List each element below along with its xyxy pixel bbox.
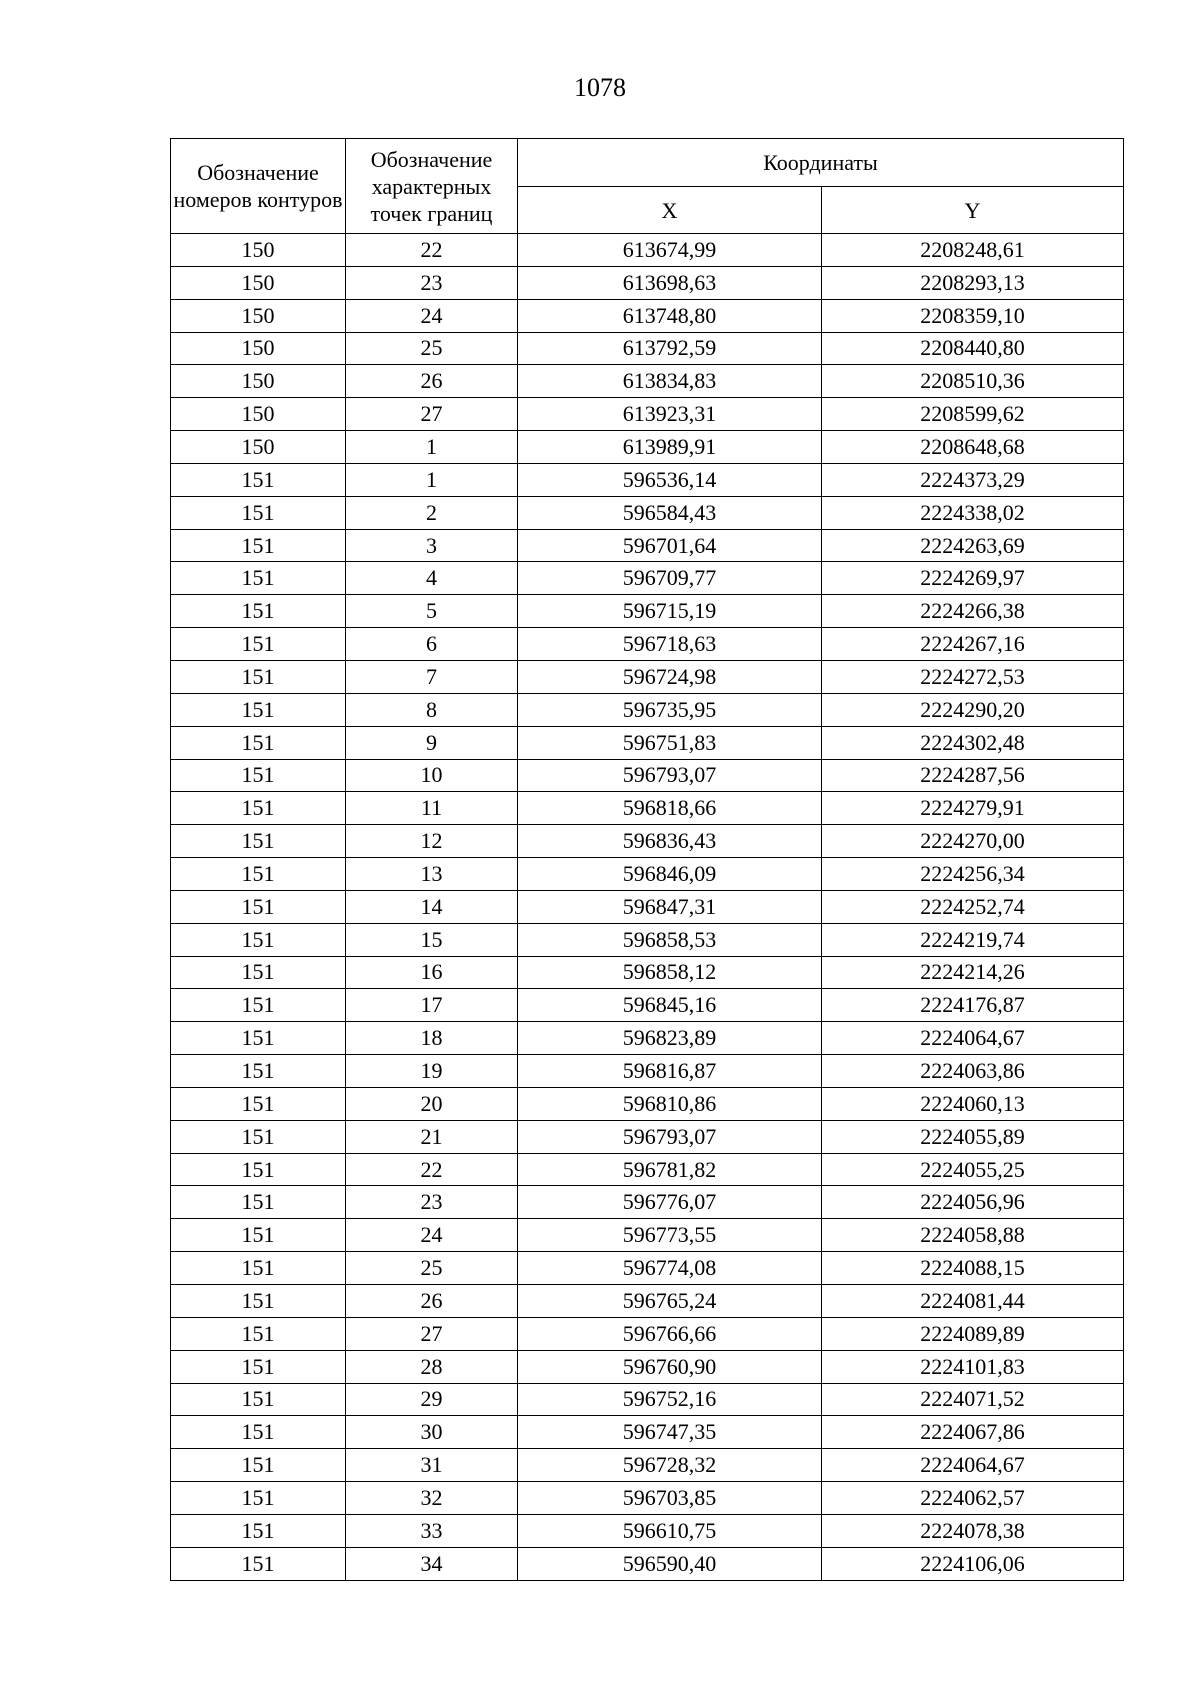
header-x: X [518, 187, 822, 234]
x-coordinate-cell: 596823,89 [518, 1022, 822, 1055]
contour-number-cell: 151 [171, 1449, 346, 1482]
y-coordinate-cell: 2224067,86 [822, 1416, 1124, 1449]
point-number-cell: 19 [346, 1055, 518, 1088]
header-y: Y [822, 187, 1124, 234]
y-coordinate-cell: 2224106,06 [822, 1547, 1124, 1580]
point-number-cell: 26 [346, 1285, 518, 1318]
point-number-cell: 29 [346, 1383, 518, 1416]
contour-number-cell: 150 [171, 332, 346, 365]
table-row [171, 332, 1124, 365]
y-coordinate-cell: 2224071,52 [822, 1383, 1124, 1416]
y-coordinate-cell: 2224214,26 [822, 956, 1124, 989]
point-number-cell: 9 [346, 726, 518, 759]
contour-number-cell: 151 [171, 726, 346, 759]
y-coordinate-cell: 2208248,61 [822, 234, 1124, 267]
x-coordinate-cell: 596724,98 [518, 660, 822, 693]
table-row [171, 890, 1124, 923]
x-coordinate-cell: 596590,40 [518, 1547, 822, 1580]
table-row [171, 792, 1124, 825]
y-coordinate-cell: 2224064,67 [822, 1022, 1124, 1055]
x-coordinate-cell: 596751,83 [518, 726, 822, 759]
header-coordinates: Координаты [518, 139, 1124, 187]
x-coordinate-cell: 596846,09 [518, 858, 822, 891]
table-row [171, 1055, 1124, 1088]
y-coordinate-cell: 2224060,13 [822, 1087, 1124, 1120]
x-coordinate-cell: 596773,55 [518, 1219, 822, 1252]
table-row [171, 628, 1124, 661]
x-coordinate-cell: 596845,16 [518, 989, 822, 1022]
table-row [171, 1317, 1124, 1350]
header-boundary-points: Обозначение характерных точек границ [346, 139, 518, 234]
contour-number-cell: 151 [171, 529, 346, 562]
y-coordinate-cell: 2224081,44 [822, 1285, 1124, 1318]
y-coordinate-cell: 2208440,80 [822, 332, 1124, 365]
x-coordinate-cell: 613834,83 [518, 365, 822, 398]
contour-number-cell: 151 [171, 1252, 346, 1285]
x-coordinate-cell: 596747,35 [518, 1416, 822, 1449]
table-row [171, 1449, 1124, 1482]
point-number-cell: 1 [346, 431, 518, 464]
y-coordinate-cell: 2224272,53 [822, 660, 1124, 693]
table-row [171, 529, 1124, 562]
table-row [171, 1153, 1124, 1186]
table-row [171, 1416, 1124, 1449]
contour-number-cell: 150 [171, 398, 346, 431]
y-coordinate-cell: 2208359,10 [822, 299, 1124, 332]
table-body [171, 234, 1124, 1581]
table-row [171, 726, 1124, 759]
y-coordinate-cell: 2224290,20 [822, 693, 1124, 726]
x-coordinate-cell: 596836,43 [518, 825, 822, 858]
point-number-cell: 21 [346, 1120, 518, 1153]
y-coordinate-cell: 2224062,57 [822, 1482, 1124, 1515]
y-coordinate-cell: 2224266,38 [822, 595, 1124, 628]
x-coordinate-cell: 596536,14 [518, 463, 822, 496]
contour-number-cell: 150 [171, 299, 346, 332]
point-number-cell: 14 [346, 890, 518, 923]
x-coordinate-cell: 613923,31 [518, 398, 822, 431]
point-number-cell: 27 [346, 1317, 518, 1350]
y-coordinate-cell: 2224263,69 [822, 529, 1124, 562]
point-number-cell: 23 [346, 1186, 518, 1219]
x-coordinate-cell: 596728,32 [518, 1449, 822, 1482]
table-row [171, 562, 1124, 595]
table-row [171, 365, 1124, 398]
contour-number-cell: 151 [171, 1285, 346, 1318]
contour-number-cell: 151 [171, 463, 346, 496]
table-row [171, 431, 1124, 464]
contour-number-cell: 151 [171, 1350, 346, 1383]
table-row [171, 463, 1124, 496]
x-coordinate-cell: 596584,43 [518, 496, 822, 529]
y-coordinate-cell: 2224063,86 [822, 1055, 1124, 1088]
x-coordinate-cell: 613748,80 [518, 299, 822, 332]
x-coordinate-cell: 596765,24 [518, 1285, 822, 1318]
x-coordinate-cell: 596774,08 [518, 1252, 822, 1285]
x-coordinate-cell: 596810,86 [518, 1087, 822, 1120]
point-number-cell: 3 [346, 529, 518, 562]
contour-number-cell: 151 [171, 858, 346, 891]
y-coordinate-cell: 2224219,74 [822, 923, 1124, 956]
point-number-cell: 22 [346, 234, 518, 267]
point-number-cell: 8 [346, 693, 518, 726]
point-number-cell: 18 [346, 1022, 518, 1055]
x-coordinate-cell: 596776,07 [518, 1186, 822, 1219]
y-coordinate-cell: 2224270,00 [822, 825, 1124, 858]
table-row [171, 989, 1124, 1022]
point-number-cell: 27 [346, 398, 518, 431]
table-row [171, 496, 1124, 529]
table-row [171, 825, 1124, 858]
y-coordinate-cell: 2224058,88 [822, 1219, 1124, 1252]
x-coordinate-cell: 596735,95 [518, 693, 822, 726]
y-coordinate-cell: 2224055,89 [822, 1120, 1124, 1153]
y-coordinate-cell: 2224373,29 [822, 463, 1124, 496]
point-number-cell: 7 [346, 660, 518, 693]
contour-number-cell: 151 [171, 825, 346, 858]
table-row [171, 956, 1124, 989]
x-coordinate-cell: 613989,91 [518, 431, 822, 464]
point-number-cell: 6 [346, 628, 518, 661]
table-row [171, 923, 1124, 956]
point-number-cell: 30 [346, 1416, 518, 1449]
table-row [171, 1219, 1124, 1252]
point-number-cell: 13 [346, 858, 518, 891]
table-row [171, 1120, 1124, 1153]
contour-number-cell: 150 [171, 431, 346, 464]
point-number-cell: 23 [346, 266, 518, 299]
contour-number-cell: 151 [171, 1120, 346, 1153]
y-coordinate-cell: 2224078,38 [822, 1514, 1124, 1547]
x-coordinate-cell: 613674,99 [518, 234, 822, 267]
table-row [171, 299, 1124, 332]
table-row [171, 595, 1124, 628]
point-number-cell: 25 [346, 1252, 518, 1285]
contour-number-cell: 151 [171, 1416, 346, 1449]
x-coordinate-cell: 596610,75 [518, 1514, 822, 1547]
page-number: 1078 [574, 73, 626, 102]
x-coordinate-cell: 596816,87 [518, 1055, 822, 1088]
x-coordinate-cell: 596701,64 [518, 529, 822, 562]
x-coordinate-cell: 596793,07 [518, 1120, 822, 1153]
contour-number-cell: 150 [171, 365, 346, 398]
table-row [171, 660, 1124, 693]
y-coordinate-cell: 2224267,16 [822, 628, 1124, 661]
x-coordinate-cell: 613698,63 [518, 266, 822, 299]
table-row [171, 1350, 1124, 1383]
table-row [171, 1383, 1124, 1416]
contour-number-cell: 151 [171, 956, 346, 989]
x-coordinate-cell: 596709,77 [518, 562, 822, 595]
y-coordinate-cell: 2208648,68 [822, 431, 1124, 464]
table-row [171, 1252, 1124, 1285]
table-row [171, 1186, 1124, 1219]
y-coordinate-cell: 2224279,91 [822, 792, 1124, 825]
contour-number-cell: 151 [171, 693, 346, 726]
contour-number-cell: 151 [171, 628, 346, 661]
x-coordinate-cell: 596766,66 [518, 1317, 822, 1350]
table-row [171, 1285, 1124, 1318]
table-row [171, 1514, 1124, 1547]
contour-number-cell: 150 [171, 266, 346, 299]
x-coordinate-cell: 596718,63 [518, 628, 822, 661]
table-row [171, 1547, 1124, 1580]
point-number-cell: 20 [346, 1087, 518, 1120]
table-row [171, 234, 1124, 267]
y-coordinate-cell: 2224269,97 [822, 562, 1124, 595]
contour-number-cell: 151 [171, 1055, 346, 1088]
x-coordinate-cell: 596858,12 [518, 956, 822, 989]
y-coordinate-cell: 2224088,15 [822, 1252, 1124, 1285]
x-coordinate-cell: 596793,07 [518, 759, 822, 792]
contour-number-cell: 151 [171, 792, 346, 825]
x-coordinate-cell: 596858,53 [518, 923, 822, 956]
point-number-cell: 16 [346, 956, 518, 989]
point-number-cell: 31 [346, 1449, 518, 1482]
contour-number-cell: 151 [171, 923, 346, 956]
x-coordinate-cell: 596703,85 [518, 1482, 822, 1515]
point-number-cell: 22 [346, 1153, 518, 1186]
contour-number-cell: 151 [171, 1219, 346, 1252]
y-coordinate-cell: 2224056,96 [822, 1186, 1124, 1219]
y-coordinate-cell: 2224064,67 [822, 1449, 1124, 1482]
y-coordinate-cell: 2208510,36 [822, 365, 1124, 398]
y-coordinate-cell: 2224055,25 [822, 1153, 1124, 1186]
x-coordinate-cell: 596847,31 [518, 890, 822, 923]
point-number-cell: 26 [346, 365, 518, 398]
table-row [171, 1482, 1124, 1515]
table-row [171, 398, 1124, 431]
x-coordinate-cell: 596781,82 [518, 1153, 822, 1186]
header-contour-numbers: Обозначение номеров контуров [171, 139, 346, 234]
contour-number-cell: 151 [171, 890, 346, 923]
table-row [171, 858, 1124, 891]
contour-number-cell: 151 [171, 562, 346, 595]
contour-number-cell: 151 [171, 1317, 346, 1350]
y-coordinate-cell: 2208599,62 [822, 398, 1124, 431]
contour-number-cell: 151 [171, 1383, 346, 1416]
point-number-cell: 2 [346, 496, 518, 529]
contour-number-cell: 151 [171, 759, 346, 792]
point-number-cell: 33 [346, 1514, 518, 1547]
point-number-cell: 12 [346, 825, 518, 858]
x-coordinate-cell: 596752,16 [518, 1383, 822, 1416]
table-row [171, 1022, 1124, 1055]
y-coordinate-cell: 2224338,02 [822, 496, 1124, 529]
y-coordinate-cell: 2224176,87 [822, 989, 1124, 1022]
point-number-cell: 24 [346, 299, 518, 332]
x-coordinate-cell: 596715,19 [518, 595, 822, 628]
point-number-cell: 11 [346, 792, 518, 825]
y-coordinate-cell: 2208293,13 [822, 266, 1124, 299]
contour-number-cell: 151 [171, 1514, 346, 1547]
y-coordinate-cell: 2224256,34 [822, 858, 1124, 891]
point-number-cell: 1 [346, 463, 518, 496]
point-number-cell: 4 [346, 562, 518, 595]
table-row [171, 1087, 1124, 1120]
point-number-cell: 34 [346, 1547, 518, 1580]
table-row [171, 759, 1124, 792]
contour-number-cell: 151 [171, 1022, 346, 1055]
y-coordinate-cell: 2224252,74 [822, 890, 1124, 923]
y-coordinate-cell: 2224101,83 [822, 1350, 1124, 1383]
coordinates-table [170, 138, 1124, 1581]
point-number-cell: 5 [346, 595, 518, 628]
contour-number-cell: 151 [171, 1087, 346, 1120]
contour-number-cell: 150 [171, 234, 346, 267]
x-coordinate-cell: 596760,90 [518, 1350, 822, 1383]
contour-number-cell: 151 [171, 660, 346, 693]
y-coordinate-cell: 2224287,56 [822, 759, 1124, 792]
contour-number-cell: 151 [171, 1547, 346, 1580]
contour-number-cell: 151 [171, 595, 346, 628]
point-number-cell: 32 [346, 1482, 518, 1515]
x-coordinate-cell: 596818,66 [518, 792, 822, 825]
y-coordinate-cell: 2224302,48 [822, 726, 1124, 759]
point-number-cell: 10 [346, 759, 518, 792]
contour-number-cell: 151 [171, 496, 346, 529]
contour-number-cell: 151 [171, 989, 346, 1022]
contour-number-cell: 151 [171, 1153, 346, 1186]
table-header [171, 139, 1124, 234]
point-number-cell: 24 [346, 1219, 518, 1252]
contour-number-cell: 151 [171, 1482, 346, 1515]
point-number-cell: 17 [346, 989, 518, 1022]
contour-number-cell: 151 [171, 1186, 346, 1219]
table-row [171, 693, 1124, 726]
point-number-cell: 28 [346, 1350, 518, 1383]
table-row [171, 266, 1124, 299]
point-number-cell: 15 [346, 923, 518, 956]
point-number-cell: 25 [346, 332, 518, 365]
x-coordinate-cell: 613792,59 [518, 332, 822, 365]
y-coordinate-cell: 2224089,89 [822, 1317, 1124, 1350]
